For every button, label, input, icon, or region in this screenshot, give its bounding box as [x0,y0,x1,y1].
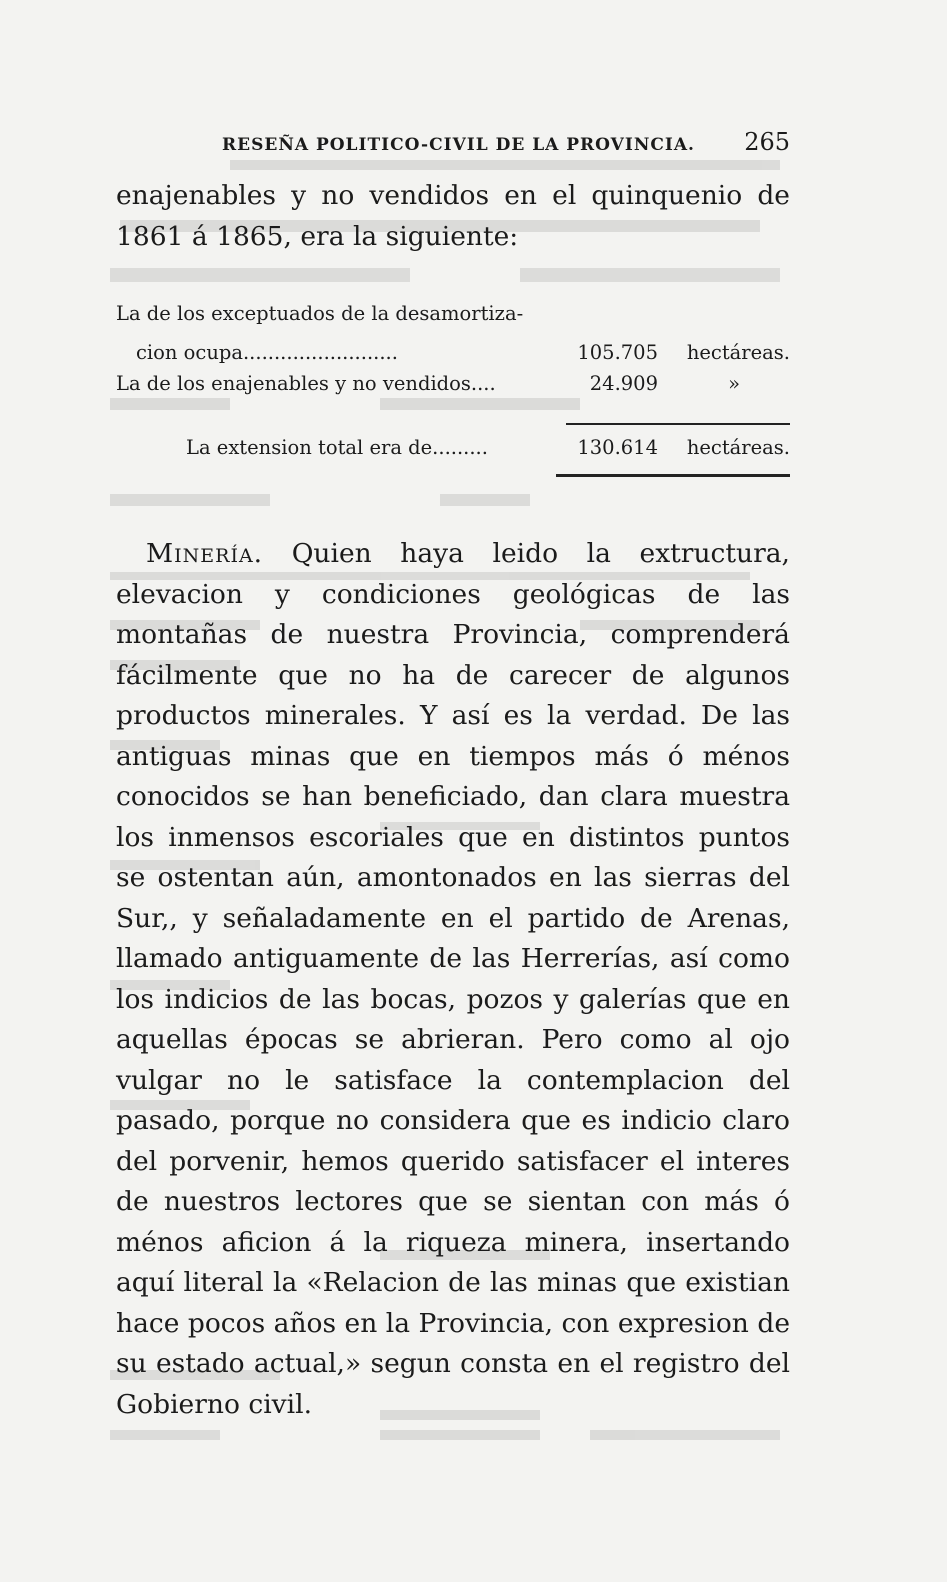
row-unit: hectáreas. [686,341,790,364]
total-rule [556,474,790,477]
row-unit: » [728,372,740,395]
table-row [116,341,790,371]
running-header [222,128,790,156]
table-row [116,372,790,402]
page-number: 265 [744,128,790,156]
row-value: 24.909 [589,372,658,395]
row-value: 105.705 [577,341,658,364]
sum-rule [566,423,790,425]
section-heading: Minería. [146,538,264,569]
row-label-line2: cion ocupa......................... [136,341,398,364]
total-unit: hectáreas. [686,436,790,459]
row-label: La de los enajenables y no vendidos.... [116,372,496,395]
running-title: RESEÑA POLITICO-CIVIL DE LA PROVINCIA. [222,135,695,155]
row-label-line1: La de los exceptuados de la desamortiza- [116,302,524,325]
table-total-row [116,436,790,466]
mineria-text: Quien haya leido la extructura, elevacion y condiciones geológicas de las montañas de nuestra Provincia, comprenderá fácilmente que no ha de carecer de algunos productos minerales. Y así es la verdad. De las antiguas minas que en tiempos más ó ménos conocidos se han beneficiado, dan clara muestra los inmensos escoriales que en distintos puntos se ostentan aún, amontonados en las sierras del Sur,, y señaladamente en el partido de Arenas, llamado antiguamente de las Herrerías, así como los indicios de las bocas, pozos y galerías que en aquellas épocas se abrieran. Pero como al ojo vulgar no le satisface la contemplacion del pasado, porque no considera que es indicio claro del porvenir, hemos querido satisfacer el interes de nuestros lectores que se sientan con más ó ménos aficion á la riqueza minera, insertando aquí literal la «Relacion de las minas que existian hace pocos años en la Provincia, con expresion de su estado actual,» segun consta en el registro del Gobierno civil. [116,538,790,1420]
table-row [116,302,790,332]
intro-paragraph: enajenables y no vendidos en el quinquenio de 1861 á 1865, era la siguiente: [116,180,790,252]
total-value: 130.614 [577,436,658,459]
mineria-paragraph [116,534,790,1425]
total-label: La extension total era de......... [186,436,488,459]
